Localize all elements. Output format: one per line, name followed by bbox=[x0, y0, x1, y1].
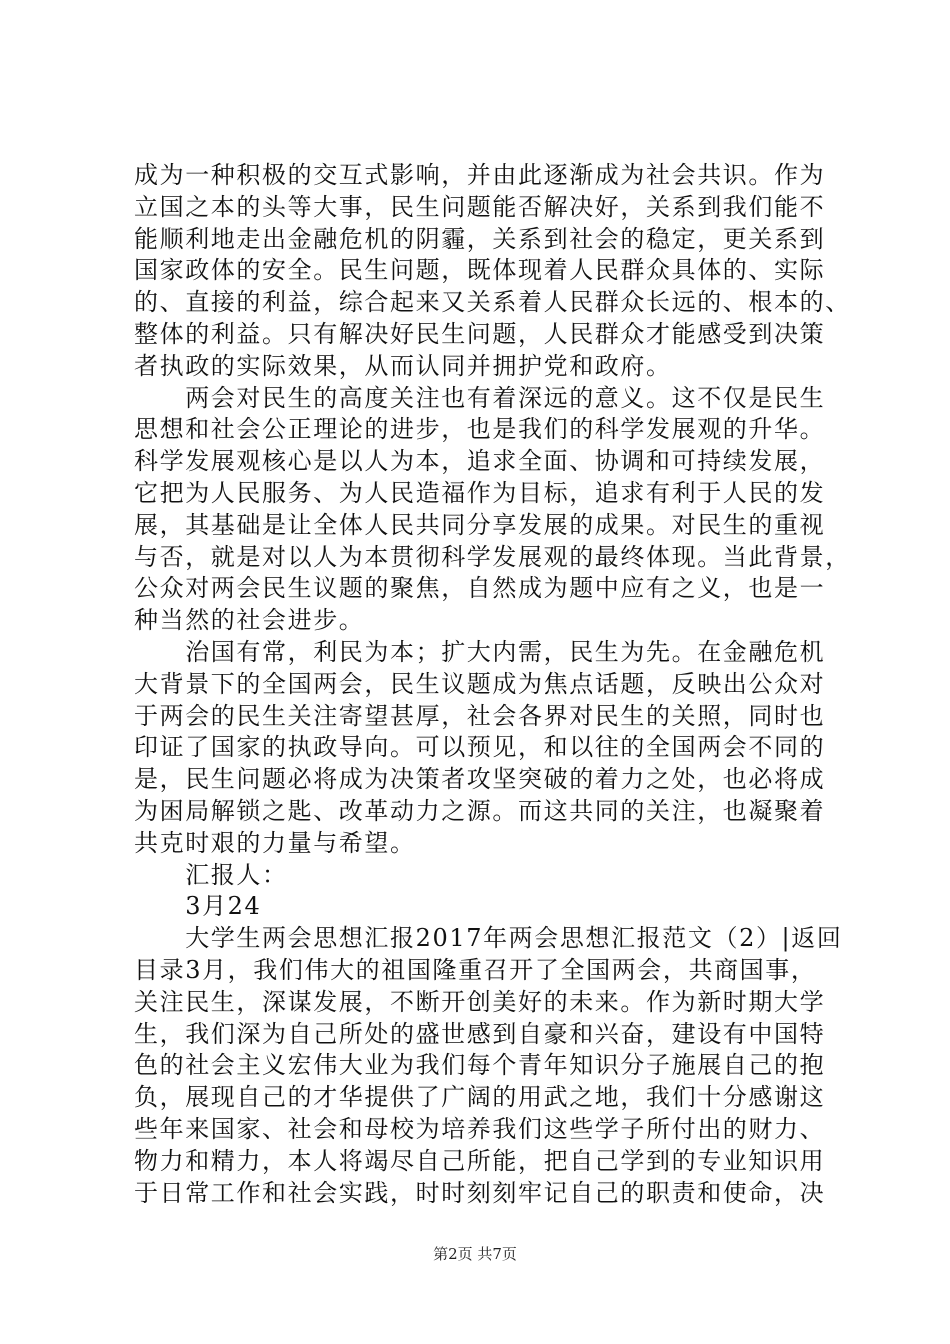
text-line: 目录3月，我们伟大的祖国隆重召开了全国两会，共商国事， bbox=[134, 955, 817, 984]
text-line: 生，我们深为自己所处的盛世感到自豪和兴奋，建设有中国特 bbox=[134, 1019, 826, 1048]
document-body bbox=[134, 160, 851, 1209]
text-line: 于两会的民生关注寄望甚厚，社会各界对民生的关照，同时也 bbox=[134, 701, 826, 730]
text-line: 关注民生，深谋发展，不断开创美好的未来。作为新时期大学 bbox=[134, 987, 826, 1016]
text-line: 的、直接的利益，综合起来又关系着人民群众长远的、根本的、 bbox=[134, 288, 851, 317]
text-line: 治国有常，利民为本；扩大内需，民生为先。在金融危机 bbox=[134, 637, 826, 666]
text-line: 它把为人民服务、为人民造福作为目标，追求有利于人民的发 bbox=[134, 478, 826, 507]
text-line: 国家政体的安全。民生问题，既体现着人民群众具体的、实际 bbox=[134, 256, 826, 285]
text-line: 物力和精力，本人将竭尽自己所能，把自己学到的专业知识用 bbox=[134, 1146, 826, 1175]
section-heading-line: 大学生两会思想汇报2017年两会思想汇报范文（2）|返回 bbox=[134, 924, 843, 953]
reporter-label: 汇报人： bbox=[134, 860, 288, 889]
text-line: 两会对民生的高度关注也有着深远的意义。这不仅是民生 bbox=[134, 383, 826, 412]
text-line: 者执政的实际效果，从而认同并拥护党和政府。 bbox=[134, 351, 672, 380]
text-line: 展，其基础是让全体人民共同分享发展的成果。对民生的重视 bbox=[134, 510, 826, 539]
page-footer: 第2页 共7页 bbox=[433, 1245, 517, 1263]
text-line: 些年来国家、社会和母校为培养我们这些学子所付出的财力、 bbox=[134, 1114, 826, 1143]
text-line: 公众对两会民生议题的聚焦，自然成为题中应有之义，也是一 bbox=[134, 574, 826, 603]
text-line: 科学发展观核心是以人为本，追求全面、协调和可持续发展， bbox=[134, 447, 826, 476]
text-line: 是，民生问题必将成为决策者攻坚突破的着力之处，也必将成 bbox=[134, 765, 826, 794]
text-line: 印证了国家的执政导向。可以预见，和以往的全国两会不同的 bbox=[134, 733, 826, 762]
text-line: 立国之本的头等大事，民生问题能否解决好，关系到我们能不 bbox=[134, 192, 826, 221]
text-line: 能顺利地走出金融危机的阴霾，关系到社会的稳定，更关系到 bbox=[134, 224, 826, 253]
text-line: 共克时艰的力量与希望。 bbox=[134, 828, 416, 857]
text-line: 思想和社会公正理论的进步，也是我们的科学发展观的升华。 bbox=[134, 415, 826, 444]
text-line: 为困局解锁之匙、改革动力之源。而这共同的关注，也凝聚着 bbox=[134, 796, 826, 825]
date-line: 3月24 bbox=[134, 892, 262, 921]
text-line: 成为一种积极的交互式影响，并由此逐渐成为社会共识。作为 bbox=[134, 161, 826, 189]
text-line: 负，展现自己的才华提供了广阔的用武之地，我们十分感谢这 bbox=[134, 1083, 826, 1112]
text-line: 色的社会主义宏伟大业为我们每个青年知识分子施展自己的抱 bbox=[134, 1051, 826, 1080]
text-line: 整体的利益。只有解决好民生问题，人民群众才能感受到决策 bbox=[134, 319, 826, 348]
text-line: 于日常工作和社会实践，时时刻刻牢记自己的职责和使命，决 bbox=[134, 1178, 826, 1207]
text-line: 种当然的社会进步。 bbox=[134, 606, 365, 635]
text-line: 与否，就是对以人为本贯彻科学发展观的最终体现。当此背景， bbox=[134, 542, 851, 571]
text-line: 大背景下的全国两会，民生议题成为焦点话题，反映出公众对 bbox=[134, 669, 826, 698]
